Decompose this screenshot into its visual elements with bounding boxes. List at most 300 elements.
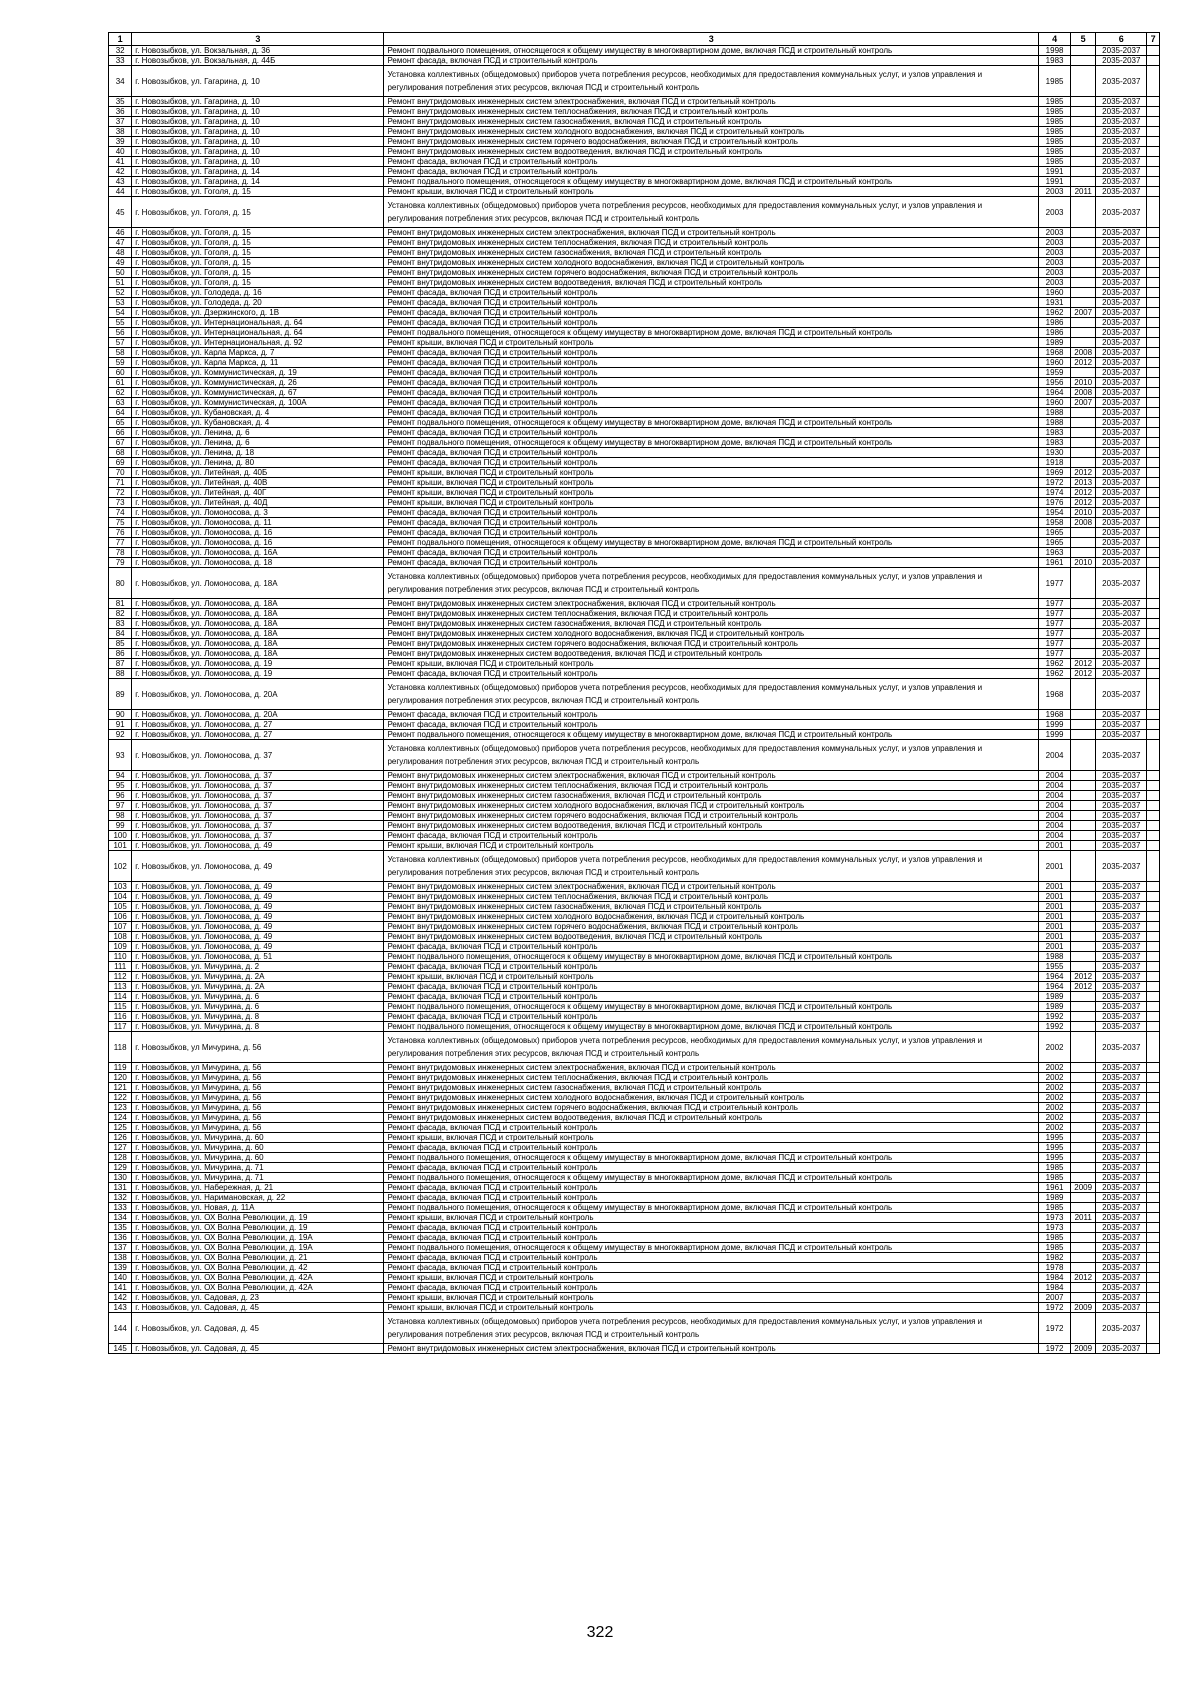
row-number-cell: 49 (109, 258, 132, 268)
address-cell: г. Новозыбков, ул. Голодеда, д. 20 (132, 298, 384, 308)
planned-period-cell: 2035-2037 (1096, 599, 1147, 609)
build-year-cell: 1974 (1039, 488, 1071, 498)
build-year-cell: 1968 (1039, 348, 1071, 358)
row-number-cell: 131 (109, 1183, 132, 1193)
empty-cell (1147, 851, 1160, 882)
work-type-cell: Ремонт внутридомовых инженерных систем газоснабжения, включая ПСД и строительный контроль (384, 117, 1039, 127)
empty-cell (1147, 107, 1160, 117)
last-repair-year-cell (1070, 932, 1095, 942)
build-year-cell: 1995 (1039, 1143, 1071, 1153)
table-row (109, 1293, 1160, 1303)
work-type-cell: Ремонт подвального помещения, относящегося к общему имуществу в многоквартирном доме, включая ПСД и строительный контроль (384, 46, 1039, 56)
row-number-cell: 34 (109, 66, 132, 97)
planned-period-cell: 2035-2037 (1096, 1093, 1147, 1103)
work-type-cell: Ремонт внутридомовых инженерных систем водоотведения, включая ПСД и строительный контроль (384, 932, 1039, 942)
table-row (109, 791, 1160, 801)
empty-cell (1147, 157, 1160, 167)
work-type-cell: Ремонт внутридомовых инженерных систем горячего водоснабжения, включая ПСД и строительный контроль (384, 639, 1039, 649)
empty-cell (1147, 902, 1160, 912)
table-row (109, 468, 1160, 478)
planned-period-cell: 2035-2037 (1096, 1223, 1147, 1233)
build-year-cell: 1956 (1039, 378, 1071, 388)
empty-cell (1147, 821, 1160, 831)
work-type-cell: Ремонт фасада, включая ПСД и строительный контроль (384, 1012, 1039, 1022)
address-cell: г. Новозыбков, ул Мичурина, д. 56 (132, 1123, 384, 1133)
planned-period-cell: 2035-2037 (1096, 187, 1147, 197)
empty-cell (1147, 1283, 1160, 1293)
build-year-cell: 1977 (1039, 629, 1071, 639)
row-number-cell: 46 (109, 228, 132, 238)
work-type-cell: Установка коллективных (общедомовых) приборов учета потребления ресурсов, необходимых для предоставления коммунальных услуг, и узлов управления и регулирования потребления этих ресурсов, включая ПСД и строительный контроль (384, 568, 1039, 599)
row-number-cell: 115 (109, 1002, 132, 1012)
table-row (109, 248, 1160, 258)
empty-cell (1147, 771, 1160, 781)
address-cell: г. Новозыбков, ул. Ломоносова, д. 16 (132, 538, 384, 548)
work-type-cell: Ремонт фасада, включая ПСД и строительный контроль (384, 318, 1039, 328)
planned-period-cell: 2035-2037 (1096, 358, 1147, 368)
build-year-cell: 2002 (1039, 1073, 1071, 1083)
work-type-cell: Ремонт внутридомовых инженерных систем электроснабжения, включая ПСД и строительный контроль (384, 1344, 1039, 1354)
work-type-cell: Установка коллективных (общедомовых) приборов учета потребления ресурсов, необходимых для предоставления коммунальных услуг, и узлов управления и регулирования потребления этих ресурсов, включая ПСД и строительный контроль (384, 66, 1039, 97)
build-year-cell: 1961 (1039, 1183, 1071, 1193)
row-number-cell: 36 (109, 107, 132, 117)
table-row (109, 378, 1160, 388)
work-type-cell: Ремонт фасада, включая ПСД и строительный контроль (384, 942, 1039, 952)
build-year-cell: 2002 (1039, 1123, 1071, 1133)
last-repair-year-cell (1070, 258, 1095, 268)
last-repair-year-cell (1070, 730, 1095, 740)
work-type-cell: Ремонт внутридомовых инженерных систем водоотведения, включая ПСД и строительный контроль (384, 1113, 1039, 1123)
work-type-cell: Установка коллективных (общедомовых) приборов учета потребления ресурсов, необходимых для предоставления коммунальных услуг, и узлов управления и регулирования потребления этих ресурсов, включая ПСД и строительный контроль (384, 1313, 1039, 1344)
address-cell: г. Новозыбков, ул. Ломоносова, д. 18А (132, 649, 384, 659)
planned-period-cell: 2035-2037 (1096, 66, 1147, 97)
table-row (109, 1263, 1160, 1273)
work-type-cell: Установка коллективных (общедомовых) приборов учета потребления ресурсов, необходимых для предоставления коммунальных услуг, и узлов управления и регулирования потребления этих ресурсов, включая ПСД и строительный контроль (384, 1032, 1039, 1063)
last-repair-year-cell (1070, 892, 1095, 902)
table-row (109, 952, 1160, 962)
address-cell: г. Новозыбков, ул. Мичурина, д. 60 (132, 1133, 384, 1143)
build-year-cell: 1962 (1039, 669, 1071, 679)
row-number-cell: 47 (109, 238, 132, 248)
work-type-cell: Ремонт подвального помещения, относящегося к общему имуществу в многоквартирном доме, включая ПСД и строительный контроль (384, 1243, 1039, 1253)
table-row (109, 669, 1160, 679)
table-row (109, 1183, 1160, 1193)
address-cell: г. Новозыбков, ул. Гоголя, д. 15 (132, 278, 384, 288)
address-cell: г. Новозыбков, ул. Наримановская, д. 22 (132, 1193, 384, 1203)
table-row (109, 831, 1160, 841)
table-row (109, 1063, 1160, 1073)
build-year-cell: 1960 (1039, 288, 1071, 298)
planned-period-cell: 2035-2037 (1096, 740, 1147, 771)
table-row (109, 912, 1160, 922)
row-number-cell: 101 (109, 841, 132, 851)
work-type-cell: Ремонт внутридомовых инженерных систем теплоснабжения, включая ПСД и строительный контроль (384, 781, 1039, 791)
planned-period-cell: 2035-2037 (1096, 1203, 1147, 1213)
work-type-cell: Ремонт подвального помещения, относящегося к общему имуществу в многоквартирном доме, включая ПСД и строительный контроль (384, 1153, 1039, 1163)
row-number-cell: 74 (109, 508, 132, 518)
row-number-cell: 144 (109, 1313, 132, 1344)
address-cell: г. Новозыбков, ул. Литейная, д. 40В (132, 478, 384, 488)
empty-cell (1147, 478, 1160, 488)
address-cell: г. Новозыбков, ул. Гагарина, д. 10 (132, 66, 384, 97)
last-repair-year-cell (1070, 1022, 1095, 1032)
work-type-cell: Ремонт фасада, включая ПСД и строительный контроль (384, 1163, 1039, 1173)
table-row (109, 538, 1160, 548)
address-cell: г. Новозыбков, ул. Садовая, д. 45 (132, 1313, 384, 1344)
work-type-cell: Ремонт фасада, включая ПСД и строительный контроль (384, 288, 1039, 298)
row-number-cell: 105 (109, 902, 132, 912)
table-row (109, 781, 1160, 791)
work-type-cell: Ремонт внутридомовых инженерных систем электроснабжения, включая ПСД и строительный контроль (384, 599, 1039, 609)
empty-cell (1147, 1233, 1160, 1243)
address-cell: г. Новозыбков, ул. Гагарина, д. 10 (132, 157, 384, 167)
build-year-cell: 1985 (1039, 147, 1071, 157)
address-cell: г. Новозыбков, ул. ОХ Волна Революции, д. 19А (132, 1243, 384, 1253)
empty-cell (1147, 428, 1160, 438)
address-cell: г. Новозыбков, ул. ОХ Волна Революции, д. 42А (132, 1283, 384, 1293)
planned-period-cell: 2035-2037 (1096, 1344, 1147, 1354)
last-repair-year-cell (1070, 538, 1095, 548)
table-row (109, 801, 1160, 811)
work-type-cell: Ремонт фасада, включая ПСД и строительный контроль (384, 358, 1039, 368)
table-row (109, 1173, 1160, 1183)
table-row (109, 258, 1160, 268)
last-repair-year-cell (1070, 821, 1095, 831)
build-year-cell: 1977 (1039, 599, 1071, 609)
row-number-cell: 86 (109, 649, 132, 659)
build-year-cell: 1992 (1039, 1012, 1071, 1022)
table-row (109, 428, 1160, 438)
build-year-cell: 1985 (1039, 127, 1071, 137)
address-cell: г. Новозыбков, ул. Карла Маркса, д. 7 (132, 348, 384, 358)
table-row (109, 488, 1160, 498)
work-type-cell: Ремонт внутридомовых инженерных систем холодного водоснабжения, включая ПСД и строительный контроль (384, 1093, 1039, 1103)
table-row (109, 1073, 1160, 1083)
build-year-cell: 2002 (1039, 1093, 1071, 1103)
row-number-cell: 78 (109, 548, 132, 558)
build-year-cell: 1995 (1039, 1133, 1071, 1143)
planned-period-cell: 2035-2037 (1096, 932, 1147, 942)
work-type-cell: Ремонт крыши, включая ПСД и строительный контроль (384, 1133, 1039, 1143)
empty-cell (1147, 1253, 1160, 1263)
build-year-cell: 1959 (1039, 368, 1071, 378)
empty-cell (1147, 962, 1160, 972)
table-row (109, 649, 1160, 659)
empty-cell (1147, 1073, 1160, 1083)
empty-cell (1147, 288, 1160, 298)
work-type-cell: Установка коллективных (общедомовых) приборов учета потребления ресурсов, необходимых для предоставления коммунальных услуг, и узлов управления и регулирования потребления этих ресурсов, включая ПСД и строительный контроль (384, 740, 1039, 771)
empty-cell (1147, 448, 1160, 458)
planned-period-cell: 2035-2037 (1096, 892, 1147, 902)
row-number-cell: 89 (109, 679, 132, 710)
last-repair-year-cell (1070, 117, 1095, 127)
build-year-cell: 1977 (1039, 639, 1071, 649)
row-number-cell: 110 (109, 952, 132, 962)
table-row (109, 962, 1160, 972)
last-repair-year-cell (1070, 851, 1095, 882)
address-cell: г. Новозыбков, ул. Литейная, д. 40Д (132, 498, 384, 508)
work-type-cell: Ремонт подвального помещения, относящегося к общему имуществу в многоквартирном доме, включая ПСД и строительный контроль (384, 1173, 1039, 1183)
empty-cell (1147, 609, 1160, 619)
last-repair-year-cell (1070, 1063, 1095, 1073)
build-year-cell: 2003 (1039, 278, 1071, 288)
planned-period-cell: 2035-2037 (1096, 117, 1147, 127)
row-number-cell: 134 (109, 1213, 132, 1223)
address-cell: г. Новозыбков, ул. Гоголя, д. 15 (132, 238, 384, 248)
empty-cell (1147, 238, 1160, 248)
row-number-cell: 97 (109, 801, 132, 811)
last-repair-year-cell: 2008 (1070, 388, 1095, 398)
empty-cell (1147, 1093, 1160, 1103)
row-number-cell: 94 (109, 771, 132, 781)
work-type-cell: Ремонт внутридомовых инженерных систем горячего водоснабжения, включая ПСД и строительный контроль (384, 1103, 1039, 1113)
table-row (109, 1153, 1160, 1163)
last-repair-year-cell (1070, 268, 1095, 278)
address-cell: г. Новозыбков, ул. Ломоносова, д. 51 (132, 952, 384, 962)
last-repair-year-cell (1070, 97, 1095, 107)
address-cell: г. Новозыбков, ул. Карла Маркса, д. 11 (132, 358, 384, 368)
row-number-cell: 140 (109, 1273, 132, 1283)
address-cell: г. Новозыбков, ул. Ломоносова, д. 49 (132, 841, 384, 851)
address-cell: г. Новозыбков, ул. Ломоносова, д. 37 (132, 801, 384, 811)
address-cell: г. Новозыбков, ул. Садовая, д. 45 (132, 1344, 384, 1354)
empty-cell (1147, 518, 1160, 528)
address-cell: г. Новозыбков, ул. Ломоносова, д. 18А (132, 629, 384, 639)
planned-period-cell: 2035-2037 (1096, 488, 1147, 498)
row-number-cell: 123 (109, 1103, 132, 1113)
last-repair-year-cell (1070, 952, 1095, 962)
work-type-cell: Ремонт внутридомовых инженерных систем горячего водоснабжения, включая ПСД и строительный контроль (384, 811, 1039, 821)
planned-period-cell: 2035-2037 (1096, 1213, 1147, 1223)
last-repair-year-cell: 2009 (1070, 1344, 1095, 1354)
last-repair-year-cell (1070, 66, 1095, 97)
planned-period-cell: 2035-2037 (1096, 568, 1147, 599)
empty-cell (1147, 438, 1160, 448)
row-number-cell: 99 (109, 821, 132, 831)
last-repair-year-cell (1070, 1243, 1095, 1253)
table-row (109, 1344, 1160, 1354)
row-number-cell: 138 (109, 1253, 132, 1263)
row-number-cell: 116 (109, 1012, 132, 1022)
build-year-cell: 2004 (1039, 781, 1071, 791)
work-type-cell: Ремонт фасада, включая ПСД и строительный контроль (384, 1233, 1039, 1243)
table-row (109, 448, 1160, 458)
table-body (109, 46, 1160, 1354)
table-row (109, 388, 1160, 398)
work-type-cell: Установка коллективных (общедомовых) приборов учета потребления ресурсов, необходимых для предоставления коммунальных услуг, и узлов управления и регулирования потребления этих ресурсов, включая ПСД и строительный контроль (384, 197, 1039, 228)
work-type-cell: Ремонт подвального помещения, относящегося к общему имуществу в многоквартирном доме, включая ПСД и строительный контроль (384, 730, 1039, 740)
last-repair-year-cell (1070, 710, 1095, 720)
build-year-cell: 1999 (1039, 720, 1071, 730)
last-repair-year-cell: 2012 (1070, 488, 1095, 498)
empty-cell (1147, 811, 1160, 821)
work-type-cell: Ремонт внутридомовых инженерных систем электроснабжения, включая ПСД и строительный контроль (384, 228, 1039, 238)
build-year-cell: 1985 (1039, 117, 1071, 127)
empty-cell (1147, 1002, 1160, 1012)
work-type-cell: Ремонт фасада, включая ПСД и строительный контроль (384, 518, 1039, 528)
build-year-cell: 1998 (1039, 46, 1071, 56)
row-number-cell: 52 (109, 288, 132, 298)
planned-period-cell: 2035-2037 (1096, 177, 1147, 187)
row-number-cell: 125 (109, 1123, 132, 1133)
address-cell: г. Новозыбков, ул Мичурина, д. 56 (132, 1063, 384, 1073)
table-row (109, 268, 1160, 278)
last-repair-year-cell (1070, 1133, 1095, 1143)
table-row (109, 127, 1160, 137)
work-type-cell: Ремонт внутридомовых инженерных систем газоснабжения, включая ПСД и строительный контроль (384, 902, 1039, 912)
address-cell: г. Новозыбков, ул. Ломоносова, д. 49 (132, 892, 384, 902)
row-number-cell: 128 (109, 1153, 132, 1163)
last-repair-year-cell: 2012 (1070, 1273, 1095, 1283)
empty-cell (1147, 1163, 1160, 1173)
row-number-cell: 133 (109, 1203, 132, 1213)
last-repair-year-cell (1070, 1283, 1095, 1293)
last-repair-year-cell (1070, 811, 1095, 821)
row-number-cell: 67 (109, 438, 132, 448)
build-year-cell: 2001 (1039, 922, 1071, 932)
address-cell: г. Новозыбков, ул. Мичурина, д. 8 (132, 1022, 384, 1032)
work-type-cell: Ремонт фасада, включая ПСД и строительный контроль (384, 298, 1039, 308)
build-year-cell: 1962 (1039, 659, 1071, 669)
address-cell: г. Новозыбков, ул Мичурина, д. 56 (132, 1113, 384, 1123)
address-cell: г. Новозыбков, ул. Ломоносова, д. 37 (132, 811, 384, 821)
last-repair-year-cell (1070, 127, 1095, 137)
empty-cell (1147, 338, 1160, 348)
last-repair-year-cell (1070, 1123, 1095, 1133)
planned-period-cell: 2035-2037 (1096, 167, 1147, 177)
row-number-cell: 63 (109, 398, 132, 408)
empty-cell (1147, 1123, 1160, 1133)
planned-period-cell: 2035-2037 (1096, 1113, 1147, 1123)
table-row (109, 438, 1160, 448)
empty-cell (1147, 318, 1160, 328)
work-type-cell: Ремонт внутридомовых инженерных систем холодного водоснабжения, включая ПСД и строительный контроль (384, 629, 1039, 639)
build-year-cell: 1977 (1039, 568, 1071, 599)
work-type-cell: Ремонт внутридомовых инженерных систем теплоснабжения, включая ПСД и строительный контроль (384, 1073, 1039, 1083)
row-number-cell: 98 (109, 811, 132, 821)
row-number-cell: 92 (109, 730, 132, 740)
work-type-cell: Ремонт внутридомовых инженерных систем газоснабжения, включая ПСД и строительный контроль (384, 248, 1039, 258)
address-cell: г. Новозыбков, ул. Гоголя, д. 15 (132, 228, 384, 238)
planned-period-cell: 2035-2037 (1096, 378, 1147, 388)
address-cell: г. Новозыбков, ул. Гагарина, д. 14 (132, 177, 384, 187)
empty-cell (1147, 228, 1160, 238)
header-cell: 3 (132, 33, 384, 46)
address-cell: г. Новозыбков, ул. Гагарина, д. 10 (132, 147, 384, 157)
planned-period-cell: 2035-2037 (1096, 679, 1147, 710)
last-repair-year-cell (1070, 1173, 1095, 1183)
last-repair-year-cell (1070, 107, 1095, 117)
last-repair-year-cell (1070, 1002, 1095, 1012)
last-repair-year-cell (1070, 629, 1095, 639)
last-repair-year-cell (1070, 177, 1095, 187)
build-year-cell: 2003 (1039, 187, 1071, 197)
work-type-cell: Ремонт внутридомовых инженерных систем теплоснабжения, включая ПСД и строительный контроль (384, 892, 1039, 902)
address-cell: г. Новозыбков, ул. Литейная, д. 40Г (132, 488, 384, 498)
table-row (109, 1313, 1160, 1344)
address-cell: г. Новозыбков, ул. Коммунистическая, д. 19 (132, 368, 384, 378)
document-sheet (108, 32, 1160, 1354)
address-cell: г. Новозыбков, ул. Коммунистическая, д. 26 (132, 378, 384, 388)
build-year-cell: 2003 (1039, 258, 1071, 268)
empty-cell (1147, 629, 1160, 639)
build-year-cell: 2001 (1039, 912, 1071, 922)
table-row (109, 710, 1160, 720)
planned-period-cell: 2035-2037 (1096, 710, 1147, 720)
empty-cell (1147, 66, 1160, 97)
row-number-cell: 104 (109, 892, 132, 902)
build-year-cell: 2004 (1039, 801, 1071, 811)
build-year-cell: 1968 (1039, 710, 1071, 720)
table-row (109, 328, 1160, 338)
last-repair-year-cell (1070, 801, 1095, 811)
planned-period-cell: 2035-2037 (1096, 649, 1147, 659)
table-row (109, 478, 1160, 488)
table-row (109, 368, 1160, 378)
work-type-cell: Ремонт внутридомовых инженерных систем холодного водоснабжения, включая ПСД и строительный контроль (384, 258, 1039, 268)
work-type-cell: Ремонт подвального помещения, относящегося к общему имуществу в многоквартирном доме, включая ПСД и строительный контроль (384, 1203, 1039, 1213)
table-row (109, 508, 1160, 518)
last-repair-year-cell (1070, 992, 1095, 1002)
work-type-cell: Ремонт фасада, включая ПСД и строительный контроль (384, 398, 1039, 408)
planned-period-cell: 2035-2037 (1096, 438, 1147, 448)
last-repair-year-cell (1070, 962, 1095, 972)
header-cell: 7 (1147, 33, 1160, 46)
table-row (109, 1243, 1160, 1253)
table-row (109, 97, 1160, 107)
last-repair-year-cell (1070, 831, 1095, 841)
build-year-cell: 1965 (1039, 538, 1071, 548)
last-repair-year-cell: 2010 (1070, 378, 1095, 388)
empty-cell (1147, 508, 1160, 518)
planned-period-cell: 2035-2037 (1096, 1083, 1147, 1093)
work-type-cell: Установка коллективных (общедомовых) приборов учета потребления ресурсов, необходимых для предоставления коммунальных услуг, и узлов управления и регулирования потребления этих ресурсов, включая ПСД и строительный контроль (384, 851, 1039, 882)
empty-cell (1147, 1263, 1160, 1273)
table-row (109, 167, 1160, 177)
work-type-cell: Ремонт внутридомовых инженерных систем теплоснабжения, включая ПСД и строительный контроль (384, 609, 1039, 619)
planned-period-cell: 2035-2037 (1096, 821, 1147, 831)
empty-cell (1147, 730, 1160, 740)
work-type-cell: Ремонт фасада, включая ПСД и строительный контроль (384, 408, 1039, 418)
empty-cell (1147, 1293, 1160, 1303)
address-cell: г. Новозыбков, ул. Гоголя, д. 15 (132, 197, 384, 228)
empty-cell (1147, 1012, 1160, 1022)
work-type-cell: Ремонт фасада, включая ПСД и строительный контроль (384, 669, 1039, 679)
address-cell: г. Новозыбков, ул. Ломоносова, д. 49 (132, 912, 384, 922)
build-year-cell: 1964 (1039, 388, 1071, 398)
work-type-cell: Ремонт крыши, включая ПСД и строительный контроль (384, 659, 1039, 669)
address-cell: г. Новозыбков, ул. Ломоносова, д. 37 (132, 740, 384, 771)
row-number-cell: 53 (109, 298, 132, 308)
planned-period-cell: 2035-2037 (1096, 258, 1147, 268)
planned-period-cell: 2035-2037 (1096, 408, 1147, 418)
build-year-cell: 1989 (1039, 1193, 1071, 1203)
planned-period-cell: 2035-2037 (1096, 992, 1147, 1002)
row-number-cell: 80 (109, 568, 132, 599)
planned-period-cell: 2035-2037 (1096, 791, 1147, 801)
last-repair-year-cell (1070, 428, 1095, 438)
table-row (109, 137, 1160, 147)
table-row (109, 288, 1160, 298)
empty-cell (1147, 982, 1160, 992)
table-row (109, 498, 1160, 508)
row-number-cell: 43 (109, 177, 132, 187)
last-repair-year-cell (1070, 781, 1095, 791)
last-repair-year-cell (1070, 338, 1095, 348)
last-repair-year-cell (1070, 882, 1095, 892)
work-type-cell: Ремонт внутридомовых инженерных систем горячего водоснабжения, включая ПСД и строительный контроль (384, 922, 1039, 932)
planned-period-cell: 2035-2037 (1096, 238, 1147, 248)
